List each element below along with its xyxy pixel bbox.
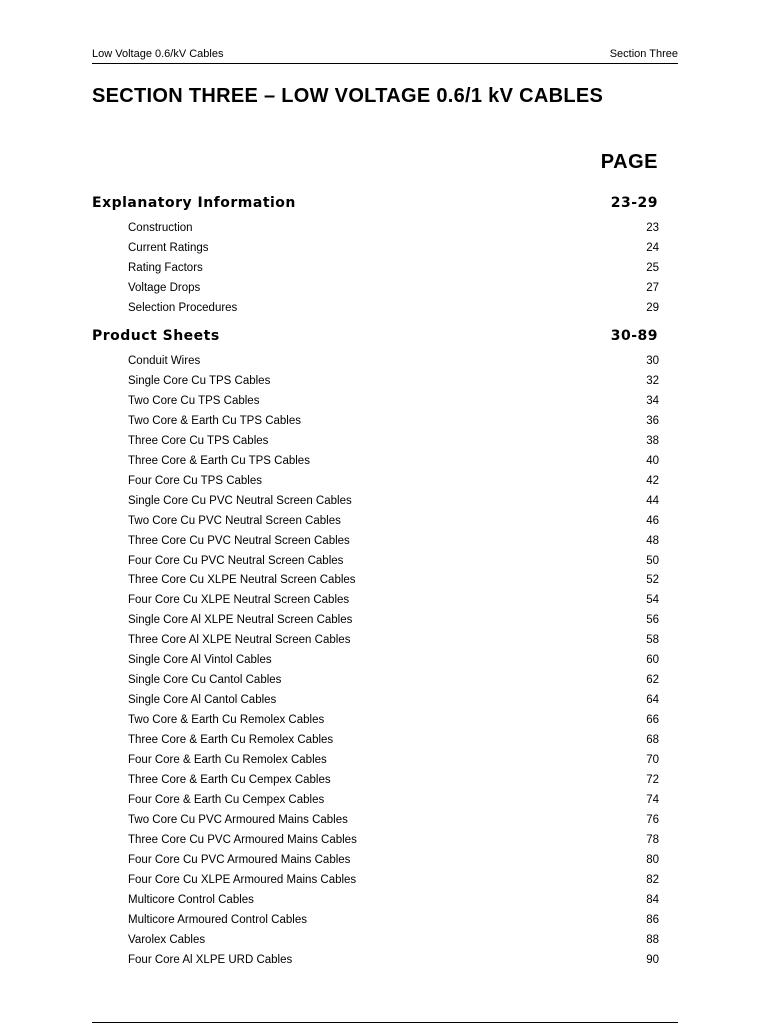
toc-entry[interactable] <box>128 772 659 788</box>
toc-entry-page: 78 <box>646 833 659 846</box>
toc-entry-page: 54 <box>646 594 659 607</box>
toc-entry-title: Three Core Cu PVC Neutral Screen Cables <box>128 534 350 547</box>
toc-entry-title: Two Core Cu PVC Neutral Screen Cables <box>128 514 341 527</box>
toc-entry[interactable] <box>128 592 659 608</box>
toc-entry-page: 76 <box>646 813 659 826</box>
toc-entry-title: Four Core Cu XLPE Armoured Mains Cables <box>128 873 357 886</box>
toc-entry-title: Single Core Cu TPS Cables <box>128 374 271 387</box>
toc-entry-title: Three Core Al XLPE Neutral Screen Cables <box>128 634 351 647</box>
toc-entry-page: 30 <box>646 355 659 367</box>
toc-entry-title: Three Core & Earth Cu TPS Cables <box>128 454 310 467</box>
toc-entry[interactable] <box>128 413 659 429</box>
toc-entry[interactable] <box>128 752 659 768</box>
toc-group-page-range: 30-89 <box>610 328 658 344</box>
footer-rule <box>92 1022 678 1023</box>
toc-entry-title: Three Core Cu XLPE Neutral Screen Cables <box>128 574 356 587</box>
toc-entry[interactable] <box>128 852 659 868</box>
toc-entry-title: Rating Factors <box>128 261 203 274</box>
toc-entry-page: 25 <box>646 261 659 274</box>
toc-entry-title: Two Core & Earth Cu Remolex Cables <box>128 714 325 727</box>
toc-entry-page: 44 <box>646 494 659 507</box>
toc-entry-title: Four Core Cu PVC Armoured Mains Cables <box>128 853 351 866</box>
toc-entry-page: 90 <box>646 953 659 966</box>
toc-entry-title: Four Core & Earth Cu Remolex Cables <box>128 754 327 766</box>
toc-entry[interactable] <box>128 240 659 256</box>
toc-entry-title: Varolex Cables <box>128 933 206 946</box>
toc-entry-page: 70 <box>646 754 659 766</box>
toc-entry-title: Multicore Control Cables <box>128 893 254 906</box>
toc-entry[interactable] <box>128 373 659 389</box>
toc-entry[interactable] <box>128 473 659 489</box>
toc-entry-title: Multicore Armoured Control Cables <box>128 913 307 926</box>
toc-entry[interactable] <box>128 812 659 828</box>
toc-entry[interactable] <box>128 533 659 549</box>
toc-group-page-range: 23-29 <box>610 195 658 211</box>
toc-entry-title: Four Core Cu PVC Neutral Screen Cables <box>128 554 344 567</box>
toc-entry[interactable] <box>128 832 659 848</box>
toc-entry-page: 32 <box>646 374 659 387</box>
toc-group-title: Explanatory Information <box>92 195 296 211</box>
toc-group-heading <box>92 328 658 348</box>
toc-entry-page: 46 <box>646 514 659 527</box>
toc-entry[interactable] <box>128 872 659 888</box>
toc-entry-page: 80 <box>646 853 659 866</box>
toc-entry[interactable] <box>128 493 659 509</box>
toc-entry-title: Three Core Cu TPS Cables <box>128 434 269 447</box>
toc-entry-page: 72 <box>646 773 659 786</box>
toc-entry-title: Single Core Al Cantol Cables <box>128 694 277 707</box>
toc-entry-page: 24 <box>646 241 659 254</box>
toc-entry[interactable] <box>128 732 659 748</box>
toc-entry[interactable] <box>128 353 659 369</box>
toc-entry-title: Current Ratings <box>128 241 209 254</box>
toc-entry-page: 88 <box>646 933 659 946</box>
toc-entry[interactable] <box>128 912 659 928</box>
toc-group-heading <box>92 195 658 215</box>
toc-entry-page: 64 <box>646 694 659 707</box>
running-header-section: Section Three <box>609 48 678 60</box>
toc-entry-title: Two Core Cu TPS Cables <box>128 394 260 407</box>
toc-entry[interactable] <box>128 632 659 648</box>
toc-entry-page: 66 <box>646 714 659 727</box>
toc-entry[interactable] <box>128 572 659 588</box>
toc-group-title: Product Sheets <box>92 328 220 344</box>
toc-entry-page: 36 <box>646 414 659 427</box>
toc-entry[interactable] <box>128 692 659 708</box>
toc-entry-title: Selection Procedures <box>128 301 238 314</box>
page-column-heading: PAGE <box>600 151 658 173</box>
toc-entry-page: 74 <box>646 793 659 806</box>
toc-entry-page: 68 <box>646 734 659 747</box>
toc-entry[interactable] <box>128 652 659 668</box>
toc-entry-page: 52 <box>646 574 659 587</box>
toc-entry-title: Single Core Cu PVC Neutral Screen Cables <box>128 494 352 507</box>
toc-entry[interactable] <box>128 220 659 236</box>
toc-entry-title: Four Core & Earth Cu Cempex Cables <box>128 793 325 806</box>
toc-entry[interactable] <box>128 300 659 316</box>
toc-entry-title: Construction <box>128 222 193 234</box>
toc-entry-page: 62 <box>646 674 659 687</box>
toc-entry-title: Single Core Cu Cantol Cables <box>128 674 282 687</box>
toc-entry-title: Three Core & Earth Cu Remolex Cables <box>128 734 334 747</box>
toc-entry[interactable] <box>128 513 659 529</box>
toc-entry-title: Single Core Al XLPE Neutral Screen Cables <box>128 614 353 627</box>
toc-entry[interactable] <box>128 932 659 948</box>
toc-entry[interactable] <box>128 453 659 469</box>
toc-entry[interactable] <box>128 672 659 688</box>
toc-entry[interactable] <box>128 393 659 409</box>
toc-entry[interactable] <box>128 792 659 808</box>
toc-entry[interactable] <box>128 553 659 569</box>
toc-entry-page: 23 <box>646 222 659 234</box>
toc-entry-title: Single Core Al Vintol Cables <box>128 654 272 667</box>
toc-entry[interactable] <box>128 433 659 449</box>
toc-entry-title: Two Core & Earth Cu TPS Cables <box>128 414 301 427</box>
toc-entry-page: 84 <box>646 893 659 906</box>
toc-entry[interactable] <box>128 280 659 296</box>
toc-entry-page: 29 <box>646 301 659 314</box>
toc-entry-page: 34 <box>646 394 659 407</box>
toc-entry-title: Voltage Drops <box>128 281 201 294</box>
toc-entry-page: 40 <box>646 454 659 467</box>
toc-entry-title: Conduit Wires <box>128 355 201 367</box>
toc-entry-title: Four Core Cu XLPE Neutral Screen Cables <box>128 594 350 607</box>
toc-entry-page: 82 <box>646 873 659 886</box>
toc-entry-title: Two Core Cu PVC Armoured Mains Cables <box>128 813 348 826</box>
toc-entry[interactable] <box>128 892 659 908</box>
toc-entry-page: 86 <box>646 913 659 926</box>
toc-entry-page: 58 <box>646 634 659 647</box>
running-header <box>92 47 678 64</box>
toc-entry-page: 42 <box>646 474 659 487</box>
toc-entry-title: Three Core Cu PVC Armoured Mains Cables <box>128 833 357 846</box>
toc-entry[interactable] <box>128 260 659 276</box>
toc-entry-title: Four Core Cu TPS Cables <box>128 474 263 487</box>
toc-entry-page: 48 <box>646 534 659 547</box>
section-title: SECTION THREE – LOW VOLTAGE 0.6/1 kV CABLES <box>92 85 604 107</box>
toc-entry-page: 27 <box>646 281 659 294</box>
toc-entry-title: Three Core & Earth Cu Cempex Cables <box>128 773 331 786</box>
toc-entry[interactable] <box>128 952 659 968</box>
toc-entry-title: Four Core Al XLPE URD Cables <box>128 953 293 966</box>
toc-entry-page: 38 <box>646 434 659 447</box>
toc-entry-page: 50 <box>646 554 659 567</box>
running-header-title: Low Voltage 0.6/kV Cables <box>92 48 224 60</box>
toc-entry-page: 56 <box>646 614 659 627</box>
toc-entry-page: 60 <box>646 654 659 667</box>
toc-entry[interactable] <box>128 612 659 628</box>
toc-entry[interactable] <box>128 712 659 728</box>
